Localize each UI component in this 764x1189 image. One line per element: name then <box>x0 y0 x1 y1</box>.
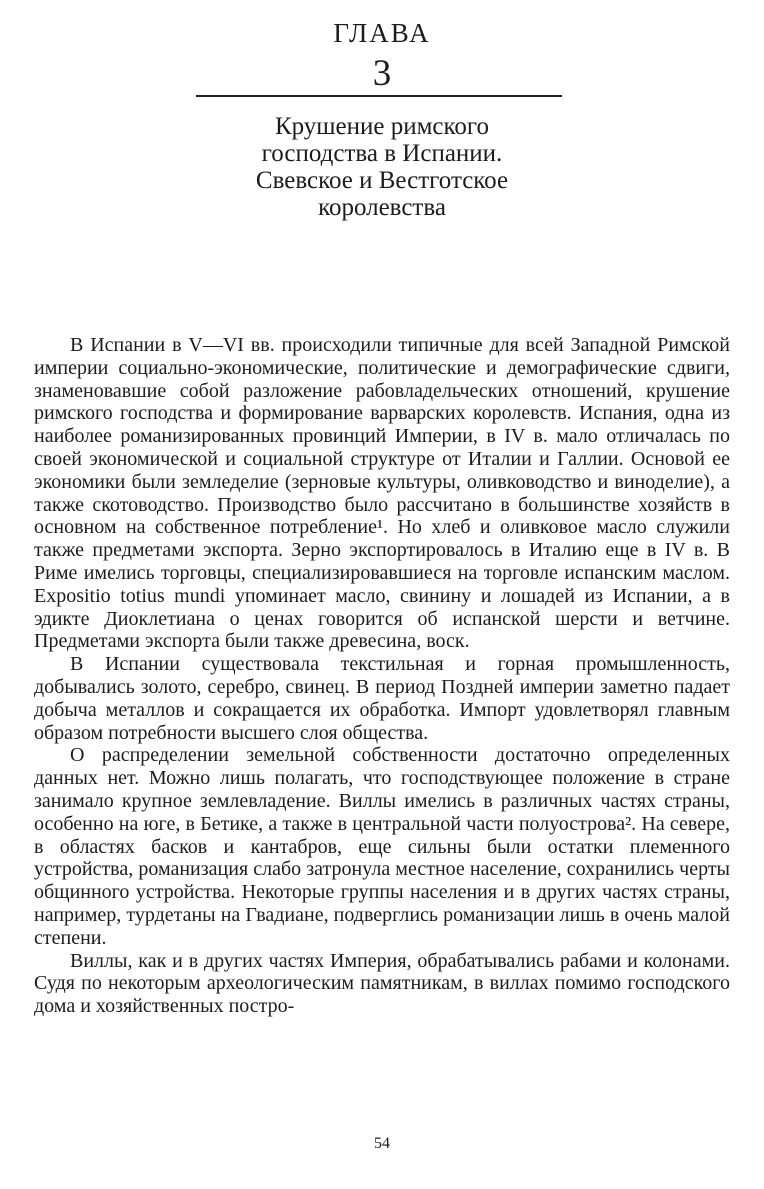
chapter-number: 3 <box>372 53 392 94</box>
chapter-title-line: Крушение римского <box>274 113 490 140</box>
paragraph: В Испании в V—VI вв. происходили типичные для всей Западной Римской империи социально-экономические, политические и демографические сдвиги, знаменовавшие собой разложение рабовладельческих отношений, крушение римского господства и формирование варварских королевств. Испания, одна из наиболее романизированных провинций Империи, в IV в. мало отличалась по своей экономической и социальной структуре от Италии и Галлии. Основой ее экономики были земледелие (зерновые культуры, оливководство и виноделие), а также скотоводство. Производство было рассчитано в большинстве хозяйств в основном на собственное потребление¹. Но хлеб и оливковое масло служили также предметами экспорта. Зерно экспортировалось в Италию еще в IV в. В Риме имелись торговцы, специализировавшиеся на торговле испанским маслом. Expositio totius mundi упоминает масло, свинину и лошадей из Испании, а в эдикте Диоклетиана о ценах говорится об испанской шерсти и ветчине. Предметами экспорта были также древесина, воск. <box>34 334 730 653</box>
paragraph: В Испании существовала текстильная и горная промышленность, добывались золото, серебро, свинец. В период Поздней империи заметно падает добыча металлов и сокращается их обработка. Импорт удовлетворял главным образом потребности высшего слоя общества. <box>34 653 730 744</box>
title-divider <box>196 95 562 97</box>
chapter-title-line: королевства <box>318 194 446 221</box>
chapter-title-line: господства в Испании. <box>261 140 503 167</box>
paragraph: О распределении земельной собственности достаточно определенных данных нет. Можно лишь полагать, что господствующее положение в стране занимало крупное землевладение. Виллы имелись в различных частях страны, особенно на юге, в Бетике, а также в центральной части полуострова². На севере, в областях басков и кантабров, еще сильны были остатки племенного устройства, романизация слабо затронула местное население, сохранились черты общинного устройства. Некоторые группы населения и в других частях страны, например, турдетаны на Гвадиане, подверглись романизации лишь в очень малой степени. <box>34 744 730 949</box>
chapter-title <box>150 113 614 221</box>
chapter-label: ГЛАВА <box>333 18 431 48</box>
chapter-title-line: Свевское и Вестготское <box>255 167 509 194</box>
page-number: 54 <box>374 1135 390 1152</box>
paragraph: Виллы, как и в других частях Империя, обрабатывались рабами и колонами. Судя по некоторым археологическим памятникам, в виллах помимо господского дома и хозяйственных постро- <box>34 949 730 1018</box>
body-text <box>34 334 730 1018</box>
